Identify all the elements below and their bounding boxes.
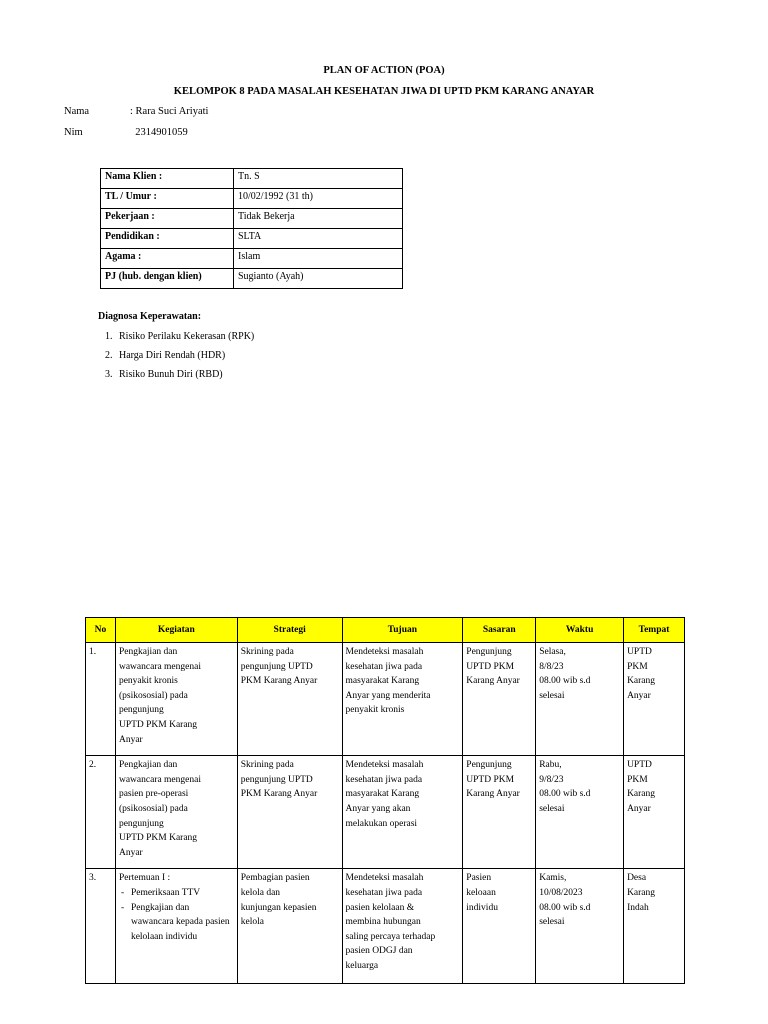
poa-no: 2.: [86, 756, 116, 869]
client-field-value: Sugianto (Ayah): [234, 269, 403, 289]
poa-tempat-line: UPTD: [627, 647, 652, 657]
client-field-label: PJ (hub. dengan klien): [101, 269, 234, 289]
poa-sasaran: [463, 869, 536, 984]
diagnosa-item: 2. Harga Diri Rendah (HDR): [115, 350, 254, 361]
client-row: [101, 169, 403, 189]
poa-strategi: [237, 756, 342, 869]
client-info-table: [100, 168, 403, 289]
poa-tujuan-line: masyarakat Karang: [345, 676, 420, 687]
poa-kegiatan: [115, 869, 237, 984]
poa-waktu-line: 10/08/2023: [539, 887, 583, 898]
poa-kegiatan-line: (psikososial) pada: [118, 803, 188, 814]
poa-sasaran-line: Karang Anyar: [466, 789, 520, 800]
poa-kegiatan-line: wawancara mengenai: [118, 774, 201, 785]
poa-header-tempat: Tempat: [624, 618, 685, 643]
poa-tempat-line: PKM: [627, 774, 648, 785]
poa-waktu-line: Kamis,: [539, 873, 567, 884]
poa-header-row: [86, 618, 685, 643]
client-field-value: Islam: [234, 249, 403, 269]
poa-waktu-line: 08.00 wib s.d: [539, 789, 591, 800]
poa-sasaran-line: Karang Anyar: [466, 676, 520, 687]
poa-sasaran: [463, 756, 536, 869]
poa-sasaran-line: Pengunjung: [466, 760, 512, 771]
poa-tempat-line: PKM: [627, 661, 648, 672]
poa-waktu-line: selesai: [539, 690, 565, 701]
poa-header-sasaran: Sasaran: [463, 618, 536, 643]
client-row: [101, 209, 403, 229]
nama-label: Nama: [64, 106, 90, 117]
poa-kegiatan-line: Anyar: [118, 734, 143, 745]
poa-kegiatan: [115, 643, 237, 756]
poa-tempat: [624, 869, 685, 984]
poa-waktu-line: Rabu,: [539, 760, 562, 771]
poa-tujuan: [342, 756, 463, 869]
document-subtitle: KELOMPOK 8 PADA MASALAH KESEHATAN JIWA DI UPTD PKM KARANG ANAYAR: [173, 86, 595, 97]
poa-no: 3.: [86, 869, 116, 984]
poa-strategi-line: kunjungan kepasien: [240, 902, 317, 913]
poa-waktu-line: 08.00 wib s.d: [539, 676, 591, 687]
client-field-label: Agama :: [101, 249, 234, 269]
client-field-label: Nama Klien :: [101, 169, 234, 189]
poa-tujuan-line: pasien kelolaan &: [345, 902, 415, 913]
poa-strategi-line: Skrining pada: [240, 760, 294, 771]
poa-waktu: [536, 643, 624, 756]
document-title: PLAN OF ACTION (POA): [323, 65, 445, 76]
poa-strategi-line: PKM Karang Anyar: [240, 676, 318, 687]
nama-value: : Rara Suci Ariyati: [130, 106, 209, 117]
poa-row: [86, 643, 685, 756]
diagnosa-item: 1. Risiko Perilaku Kekerasan (RPK): [115, 331, 254, 342]
poa-tempat-line: Indah: [627, 902, 649, 913]
poa-sasaran: [463, 643, 536, 756]
nim-label: Nim: [64, 127, 83, 138]
poa-tujuan-line: pasien ODGJ dan: [345, 946, 413, 957]
client-field-label: Pekerjaan :: [101, 209, 234, 229]
poa-tujuan-line: Anyar yang menderita: [345, 690, 431, 701]
poa-kegiatan-line: UPTD PKM Karang: [118, 833, 198, 844]
poa-kegiatan-intro: Pertemuan I :: [118, 873, 171, 884]
poa-tempat: [624, 643, 685, 756]
poa-tujuan: [342, 869, 463, 984]
client-field-label: TL / Umur :: [101, 189, 234, 209]
diagnosa-heading: Diagnosa Keperawatan:: [98, 311, 202, 322]
poa-strategi-line: Skrining pada: [240, 647, 294, 657]
nim-value: 2314901059: [130, 127, 188, 138]
poa-tujuan: [342, 643, 463, 756]
poa-sasaran-line: keloaan: [466, 887, 496, 898]
poa-kegiatan-line: wawancara mengenai: [118, 661, 201, 672]
poa-kegiatan-line: penyakit kronis: [118, 676, 178, 687]
poa-header-kegiatan: Kegiatan: [115, 618, 237, 643]
poa-header-waktu: Waktu: [536, 618, 624, 643]
poa-strategi-line: pengunjung UPTD: [240, 661, 313, 672]
poa-tujuan-line: saling percaya terhadap: [345, 931, 436, 942]
poa-tempat-line: UPTD: [627, 760, 652, 771]
poa-sasaran-line: Pasien: [466, 873, 492, 884]
poa-waktu: [536, 756, 624, 869]
poa-tempat-line: Karang: [627, 887, 656, 898]
poa-tujuan-line: kesehatan jiwa pada: [345, 774, 423, 785]
client-row: [101, 189, 403, 209]
poa-header-strategi: Strategi: [237, 618, 342, 643]
poa-kegiatan-bullet: - Pemeriksaan TTV: [119, 886, 234, 901]
poa-tujuan-line: keluarga: [345, 960, 379, 971]
poa-waktu-line: 8/8/23: [539, 661, 564, 672]
poa-kegiatan: [115, 756, 237, 869]
poa-tujuan-line: penyakit kronis: [345, 705, 405, 716]
client-field-label: Pendidikan :: [101, 229, 234, 249]
poa-table: [85, 617, 685, 984]
poa-waktu-line: selesai: [539, 803, 565, 814]
client-row: [101, 249, 403, 269]
diagnosa-list: [98, 331, 254, 380]
poa-kegiatan-line: pengunjung: [118, 705, 164, 716]
diagnosa-section: [98, 311, 254, 388]
poa-tujuan-line: Anyar yang akan: [345, 803, 411, 814]
poa-waktu-line: selesai: [539, 917, 565, 928]
poa-waktu-line: Selasa,: [539, 647, 566, 657]
poa-tujuan-line: melakukan operasi: [345, 818, 418, 829]
poa-strategi-line: kelola dan: [240, 887, 281, 898]
poa-tempat: [624, 756, 685, 869]
poa-kegiatan-line: UPTD PKM Karang: [118, 719, 198, 730]
poa-kegiatan-line: pengunjung: [118, 818, 164, 829]
poa-sasaran-line: UPTD PKM: [466, 774, 515, 785]
poa-strategi: [237, 869, 342, 984]
poa-tujuan-line: Mendeteksi masalah: [345, 760, 424, 771]
poa-tujuan-line: kesehatan jiwa pada: [345, 661, 423, 672]
poa-no: 1.: [86, 643, 116, 756]
poa-strategi-line: pengunjung UPTD: [240, 774, 313, 785]
client-field-value: Tn. S: [234, 169, 403, 189]
poa-tempat-line: Anyar: [627, 803, 651, 814]
poa-kegiatan-bullet: - Pengkajian dan wawancara kepada pasien kelolaan individu: [119, 901, 234, 945]
poa-tujuan-line: kesehatan jiwa pada: [345, 887, 423, 898]
poa-kegiatan-line: Pengkajian dan: [118, 647, 178, 657]
poa-tujuan-line: Mendeteksi masalah: [345, 647, 424, 657]
poa-kegiatan-line: Anyar: [118, 847, 143, 858]
poa-waktu: [536, 869, 624, 984]
poa-strategi-line: kelola: [240, 917, 264, 928]
poa-tujuan-line: Mendeteksi masalah: [345, 873, 424, 884]
poa-waktu-line: 08.00 wib s.d: [539, 902, 591, 913]
poa-row: [86, 869, 685, 984]
poa-sasaran-line: Pengunjung: [466, 647, 512, 657]
poa-kegiatan-line: (psikososial) pada: [118, 690, 188, 701]
poa-strategi: [237, 643, 342, 756]
client-field-value: Tidak Bekerja: [234, 209, 403, 229]
poa-strategi-line: PKM Karang Anyar: [240, 789, 318, 800]
client-field-value: SLTA: [234, 229, 403, 249]
poa-waktu-line: 9/8/23: [539, 774, 564, 785]
poa-header-no: No: [86, 618, 116, 643]
poa-strategi-line: Pembagian pasien: [240, 873, 310, 884]
client-field-value: 10/02/1992 (31 th): [234, 189, 403, 209]
poa-tempat-line: Anyar: [627, 690, 651, 701]
poa-tujuan-line: membina hubungan: [345, 917, 421, 928]
poa-tempat-line: Karang: [627, 789, 656, 800]
poa-header-tujuan: Tujuan: [342, 618, 463, 643]
poa-tujuan-line: masyarakat Karang: [345, 789, 420, 800]
poa-kegiatan-line: pasien pre-operasi: [118, 789, 189, 800]
diagnosa-item: 3. Risiko Bunuh Diri (RBD): [115, 369, 254, 380]
nama-line: [64, 106, 208, 117]
nim-line: [64, 127, 188, 138]
client-row: [101, 229, 403, 249]
poa-sasaran-line: UPTD PKM: [466, 661, 515, 672]
poa-tempat-line: Karang: [627, 676, 656, 687]
client-row: [101, 269, 403, 289]
poa-kegiatan-line: Pengkajian dan: [118, 760, 178, 771]
poa-sasaran-line: individu: [466, 902, 498, 913]
poa-row: [86, 756, 685, 869]
poa-tempat-line: Desa: [627, 873, 647, 884]
